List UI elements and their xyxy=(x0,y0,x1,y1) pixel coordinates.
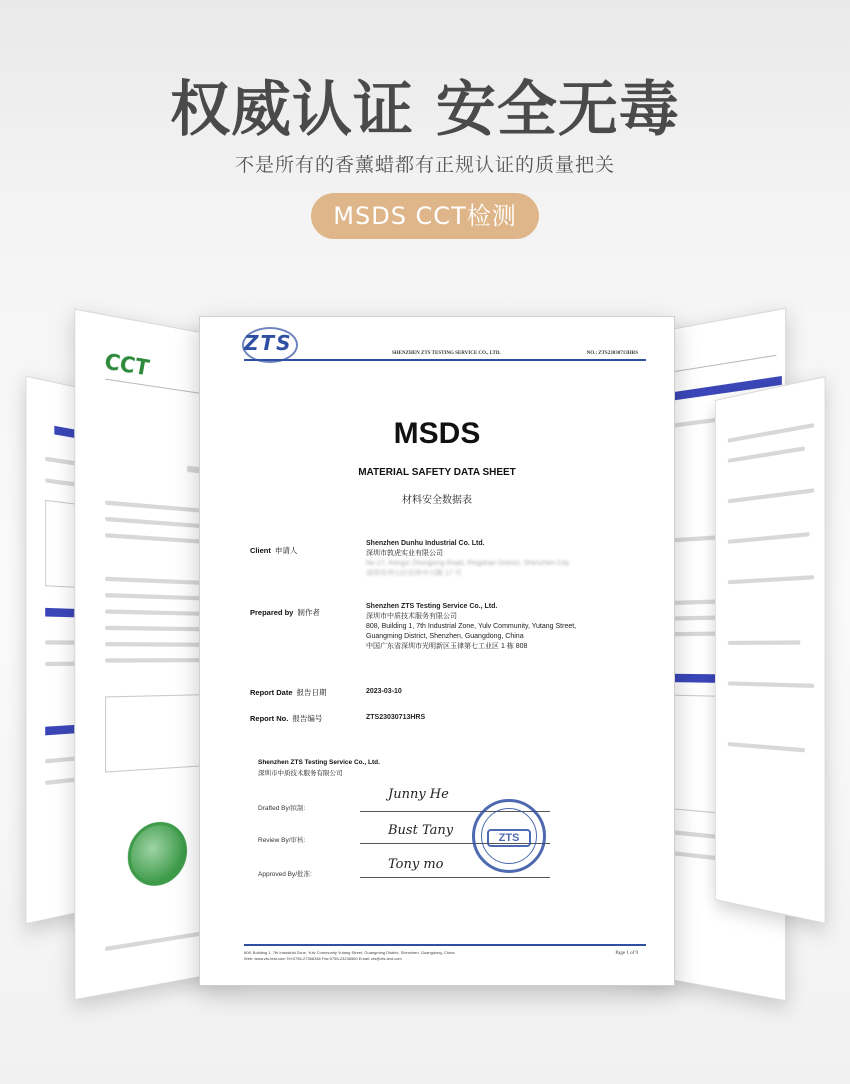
signing-company: Shenzhen ZTS Testing Service Co., Ltd. 深圳市中质技术服务有限公司 xyxy=(258,759,380,777)
client-value: Shenzhen Dunhu Industrial Co. Ltd. 深圳市敦虎实业有限公司 No.17, Kengzi Zhongxing Road, Pingshan District, Shenzhen City 深圳市坪山区坑梓中兴路 17 号 xyxy=(366,540,570,577)
page-headline: 权威认证 安全无毒 xyxy=(170,75,680,145)
report-date-label: Report Date 报告日期 xyxy=(250,688,327,697)
stamp-text: ZTS xyxy=(487,829,531,847)
drafted-by-signature: Junny He xyxy=(388,787,449,802)
certification-seal-icon xyxy=(128,819,187,889)
report-no-label: Report No. 报告编号 xyxy=(250,714,323,723)
header-divider xyxy=(244,359,646,361)
back-sheet-far-right xyxy=(715,376,826,924)
report-no-value: ZTS23030713HRS xyxy=(366,714,426,721)
review-by-label: Review By/审核: xyxy=(258,837,306,844)
client-label: Client 申请人 xyxy=(250,546,298,555)
prepared-by-value: Shenzhen ZTS Testing Service Co., Ltd. 深圳市中质技术服务有限公司 808, Building 1, 7th Industrial Zone, Yulv Community, Yutang Street, Guangming District, Shenzhen, Guangdong, China 中国广东省深圳市光明新区玉律第七工业区 1 栋 808 xyxy=(366,603,577,650)
approved-stamp-icon xyxy=(472,799,546,873)
certificate-title: MSDS xyxy=(393,417,481,450)
msds-cct-badge: MSDS CCT检测 xyxy=(311,193,539,239)
header-company: SHENZHEN ZTS TESTING SERVICE CO., LTD. xyxy=(392,351,501,356)
header-report-no: NO.: ZTS23030713HRS xyxy=(586,351,638,356)
page-subheadline: 不是所有的香薰蜡都有正规认证的质量把关 xyxy=(234,154,615,176)
approved-by-signature: Tony mo xyxy=(388,857,444,872)
msds-certificate xyxy=(199,316,675,986)
approved-by-label: Approved By/批准: xyxy=(258,871,312,878)
certificate-subtitle-en: MATERIAL SAFETY DATA SHEET xyxy=(358,467,516,478)
review-by-signature: Bust Tany xyxy=(388,823,454,838)
page-number: Page 1 of 9 xyxy=(615,951,638,956)
zts-logo: ZTS xyxy=(244,331,293,355)
report-date-value: 2023-03-10 xyxy=(366,688,402,695)
drafted-by-label: Drafted By/拟制: xyxy=(258,805,306,812)
footer-divider xyxy=(244,944,646,946)
footer-contact: 808, Building 1, 7th Industrial Zone, Yulv Community Yutang Street, Guangming District, Shenzhen, Guangdong, China Web: www.zts-test.com Tel:0755-27366346 Fax:0755-23246560 Email: zts@zts-test.com xyxy=(244,950,455,961)
cct-logo: CCT xyxy=(105,348,149,381)
prepared-by-label: Prepared by 制作者 xyxy=(250,608,320,617)
certificate-subtitle-cn: 材料安全数据表 xyxy=(402,495,472,506)
